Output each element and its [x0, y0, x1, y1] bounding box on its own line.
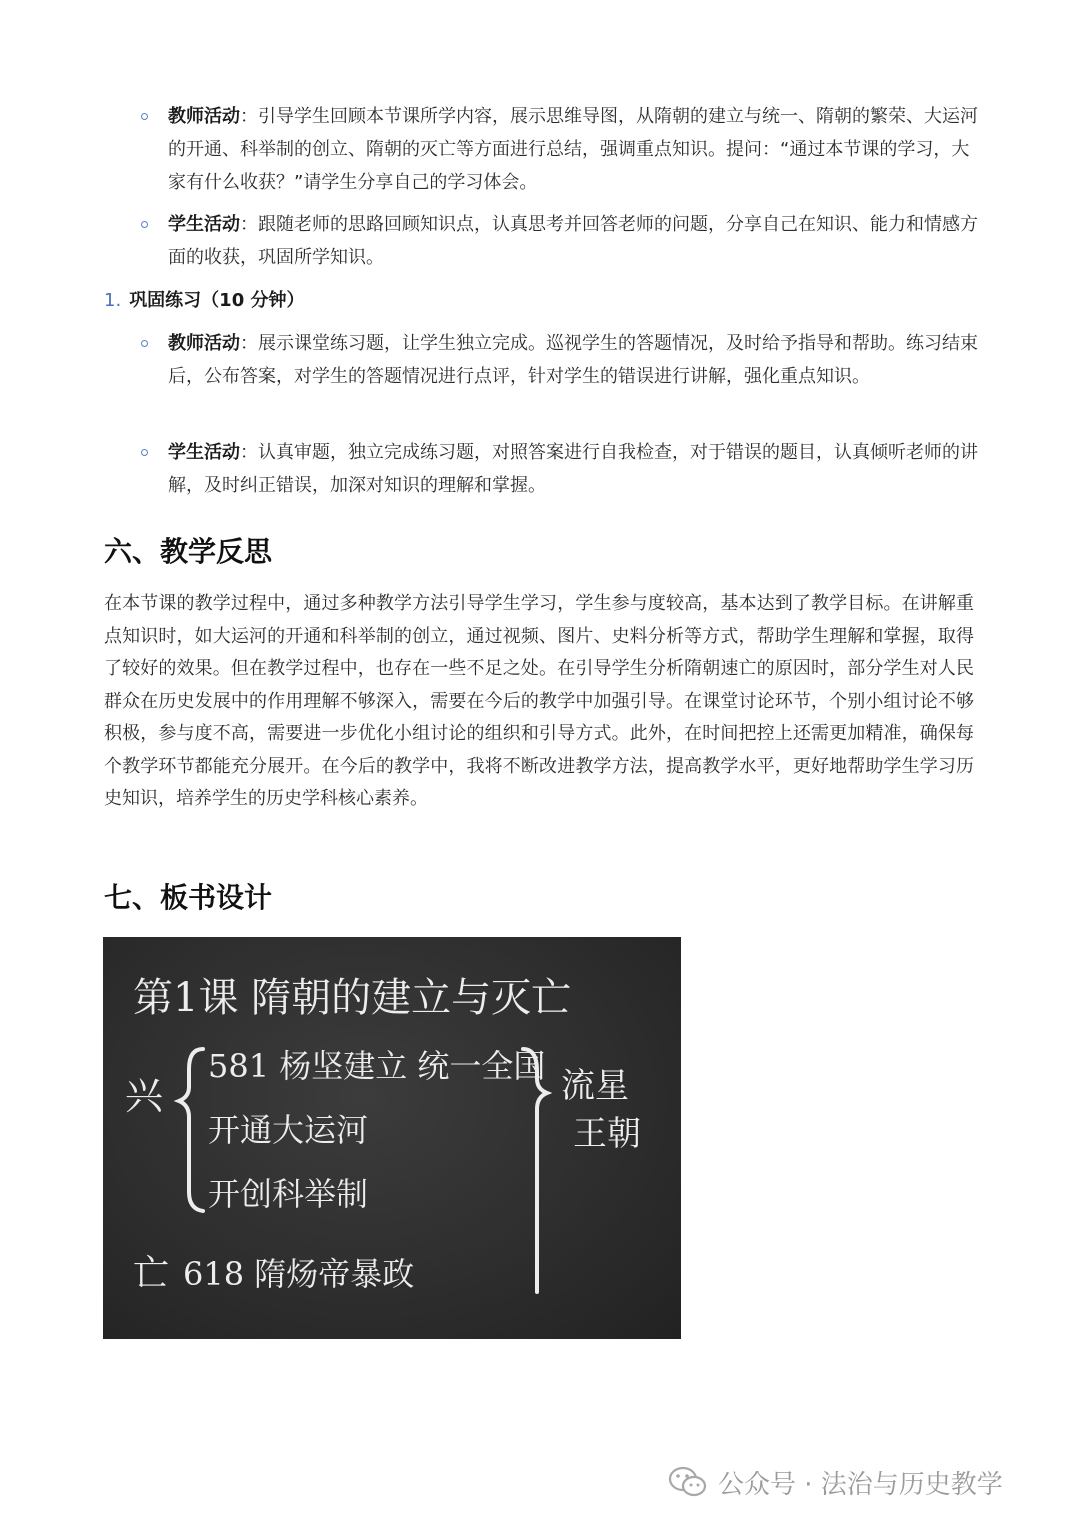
board-design-title: 七、板书设计 — [104, 881, 273, 914]
bullet-content: ：跟随老师的思路回顾知识点，认真思考并回答老师的问题，分享自己在知识、能力和情感方面的收获，巩固所学知识。 — [168, 214, 978, 268]
board-fall-label: 亡 — [133, 1253, 170, 1294]
bullet-text — [168, 436, 978, 502]
bullet-circle-icon — [141, 221, 148, 228]
bullet-content: ：认真审题，独立完成练习题，对照答案进行自我检查，对于错误的题目，认真倾听老师的讲解，及时纠正错误，加深对知识的理解和掌握。 — [168, 442, 978, 496]
bullet-text — [168, 327, 978, 393]
blackboard-drawing — [103, 937, 681, 1339]
bullet-text — [168, 208, 978, 274]
board-side-note: 流星 — [561, 1066, 629, 1106]
right-brace — [523, 1049, 547, 1292]
board-rise-label: 兴 — [125, 1074, 164, 1118]
bullet-label: 教师活动 — [168, 106, 240, 127]
board-rise-item: 开通大运河 — [208, 1111, 369, 1149]
bullet-content: ：展示课堂练习题，让学生独立完成。巡视学生的答题情况，及时给予指导和帮助。练习结束后，公布答案，对学生的答题情况进行点评，针对学生的错误进行讲解，强化重点知识。 — [168, 333, 978, 387]
left-brace — [179, 1049, 203, 1211]
board-fall-item: 618 隋炀帝暴政 — [183, 1255, 415, 1293]
bullet-circle-icon — [141, 113, 148, 120]
board-side-note: 王朝 — [573, 1114, 641, 1154]
reflection-title: 六、教学反思 — [104, 535, 273, 568]
footer-text: 公众号 · 法治与历史教学 — [718, 1469, 1003, 1500]
list-number: 1. — [104, 290, 122, 311]
bullet-circle-icon — [141, 449, 148, 456]
board-heading: 第1课 隋朝的建立与灭亡 — [133, 975, 572, 1021]
blackboard-photo — [103, 937, 681, 1339]
wechat-icon — [668, 1465, 708, 1499]
bullet-label: 学生活动 — [168, 442, 240, 463]
board-rise-item: 581 杨坚建立 统一全国 — [208, 1047, 546, 1085]
bullet-text — [168, 100, 978, 199]
practice-heading — [104, 286, 305, 316]
bullet-content: ：引导学生回顾本节课所学内容，展示思维导图，从隋朝的建立与统一、隋朝的繁荣、大运河的开通、科举制的创立、隋朝的灭亡等方面进行总结，强调重点知识。提问：“通过本节课的学习，大家有什么收获？”请学生分享自己的学习体会。 — [168, 106, 978, 193]
reflection-body: 在本节课的教学过程中，通过多种教学方法引导学生学习，学生参与度较高，基本达到了教学目标。在讲解重点知识时，如大运河的开通和科举制的创立，通过视频、图片、史料分析等方式，帮助学生理解和掌握，取得了较好的效果。但在教学过程中，也存在一些不足之处。在引导学生分析隋朝速亡的原因时，部分学生对人民群众在历史发展中的作用理解不够深入，需要在今后的教学中加强引导。在课堂讨论环节，个别小组讨论不够积极，参与度不高，需要进一步优化小组讨论的组织和引导方式。此外，在时间把控上还需更加精准，确保每个教学环节都能充分展开。在今后的教学中，我将不断改进教学方法，提高教学水平，更好地帮助学生学习历史知识，培养学生的历史学科核心素养。 — [104, 593, 974, 809]
bullet-circle-icon — [141, 340, 148, 347]
practice-title: 巩固练习（10 分钟） — [129, 290, 305, 311]
bullet-label: 教师活动 — [168, 333, 240, 354]
bullet-label: 学生活动 — [168, 214, 240, 235]
board-rise-item: 开创科举制 — [208, 1175, 369, 1213]
footer-watermark — [668, 1462, 1003, 1502]
